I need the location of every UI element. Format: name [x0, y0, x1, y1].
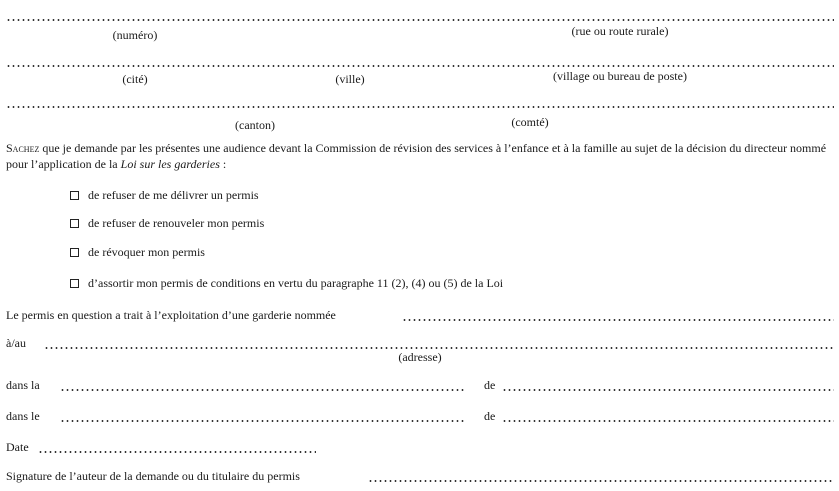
- dans-le-label: dans le: [6, 409, 40, 423]
- address-field[interactable]: [44, 347, 834, 349]
- option-assortir-conditions[interactable]: [70, 276, 503, 291]
- dans-la-field[interactable]: [60, 389, 464, 391]
- checkbox[interactable]: [70, 219, 79, 228]
- date-label: Date: [6, 440, 29, 454]
- de-field-1[interactable]: [502, 389, 834, 391]
- option-refuser-renouveler[interactable]: [70, 216, 264, 231]
- dans-la-label: dans la: [6, 378, 40, 392]
- caption-rue: (rue ou route rurale): [571, 24, 669, 38]
- signature-label: Signature de l’auteur de la demande ou du titulaire du permis: [6, 469, 300, 483]
- caption-canton: (canton): [235, 118, 275, 132]
- intro-text-1: que je demande par les présentes une audience devant la Commission de révision des services à l’enfance et à la famille au sujet de la décision du directeur nommé pour l’application de la: [6, 141, 827, 171]
- de-field-2[interactable]: [502, 420, 834, 422]
- de-label-2: de: [484, 409, 496, 423]
- date-field[interactable]: [38, 451, 316, 453]
- intro-paragraph: [6, 140, 834, 172]
- garderie-label: Le permis en question a trait à l’exploitation d’une garderie nommée: [6, 308, 336, 322]
- caption-ville: (ville): [335, 72, 365, 86]
- signature-field[interactable]: [368, 480, 834, 482]
- caption-village: (village ou bureau de poste): [553, 69, 687, 83]
- law-title: Loi sur les garderies: [120, 157, 220, 171]
- caption-cite: (cité): [122, 72, 148, 86]
- option-refuser-delivrer[interactable]: [70, 188, 259, 203]
- caption-numero: (numéro): [112, 28, 158, 42]
- option-revoquer[interactable]: [70, 245, 205, 260]
- checkbox[interactable]: [70, 191, 79, 200]
- intro-lead: Sachez: [6, 141, 40, 155]
- caption-adresse: (adresse): [398, 350, 442, 364]
- intro-text-2: :: [219, 157, 227, 171]
- address-line-3[interactable]: [6, 106, 834, 108]
- checkbox[interactable]: [70, 279, 79, 288]
- option-label: de refuser de me délivrer un permis: [88, 188, 259, 202]
- caption-comte: (comté): [511, 115, 549, 129]
- address-line-1[interactable]: [6, 19, 834, 21]
- de-label-1: de: [484, 378, 496, 392]
- address-line-2[interactable]: [6, 65, 834, 67]
- garderie-name-field[interactable]: [402, 319, 834, 321]
- option-label: de refuser de renouveler mon permis: [88, 216, 265, 230]
- option-label: de révoquer mon permis: [88, 245, 205, 259]
- dans-le-field[interactable]: [60, 420, 464, 422]
- au-label: à/au: [6, 336, 26, 350]
- checkbox[interactable]: [70, 248, 79, 257]
- option-label: d’assortir mon permis de conditions en vertu du paragraphe 11 (2), (4) ou (5) de la Loi: [88, 276, 504, 290]
